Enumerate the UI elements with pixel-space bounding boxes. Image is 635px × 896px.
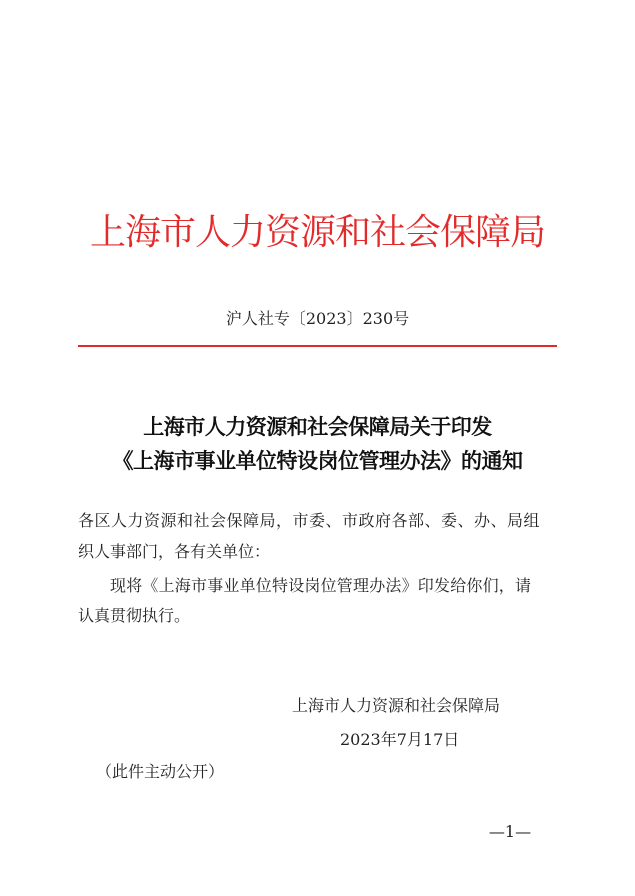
page-number: —1— [488, 822, 532, 841]
document-title-line-2: 《上海市事业单位特设岗位管理办法》的通知 [112, 448, 523, 473]
document-number: 沪人社专〔2023〕230号 [225, 309, 410, 328]
red-divider [78, 345, 557, 347]
signature-date: 2023年7月17日 [340, 730, 460, 749]
content-line-1: 现将《上海市事业单位特设岗位管理办法》印发给你们，请 [110, 576, 532, 595]
issuer-header: 上海市人力资源和社会保障局 [89, 212, 545, 253]
recipients-line-1: 各区人力资源和社会保障局，市委、市政府各部、委、办、局组 [78, 511, 541, 530]
signature-issuer: 上海市人力资源和社会保障局 [292, 696, 501, 715]
document-title-line-1: 上海市人力资源和社会保障局关于印发 [143, 414, 492, 439]
recipients-line-2: 织人事部门，各有关单位： [78, 542, 271, 561]
content-line-2: 认真贯彻执行。 [78, 606, 191, 625]
disclosure-note: （此件主动公开） [96, 762, 225, 781]
